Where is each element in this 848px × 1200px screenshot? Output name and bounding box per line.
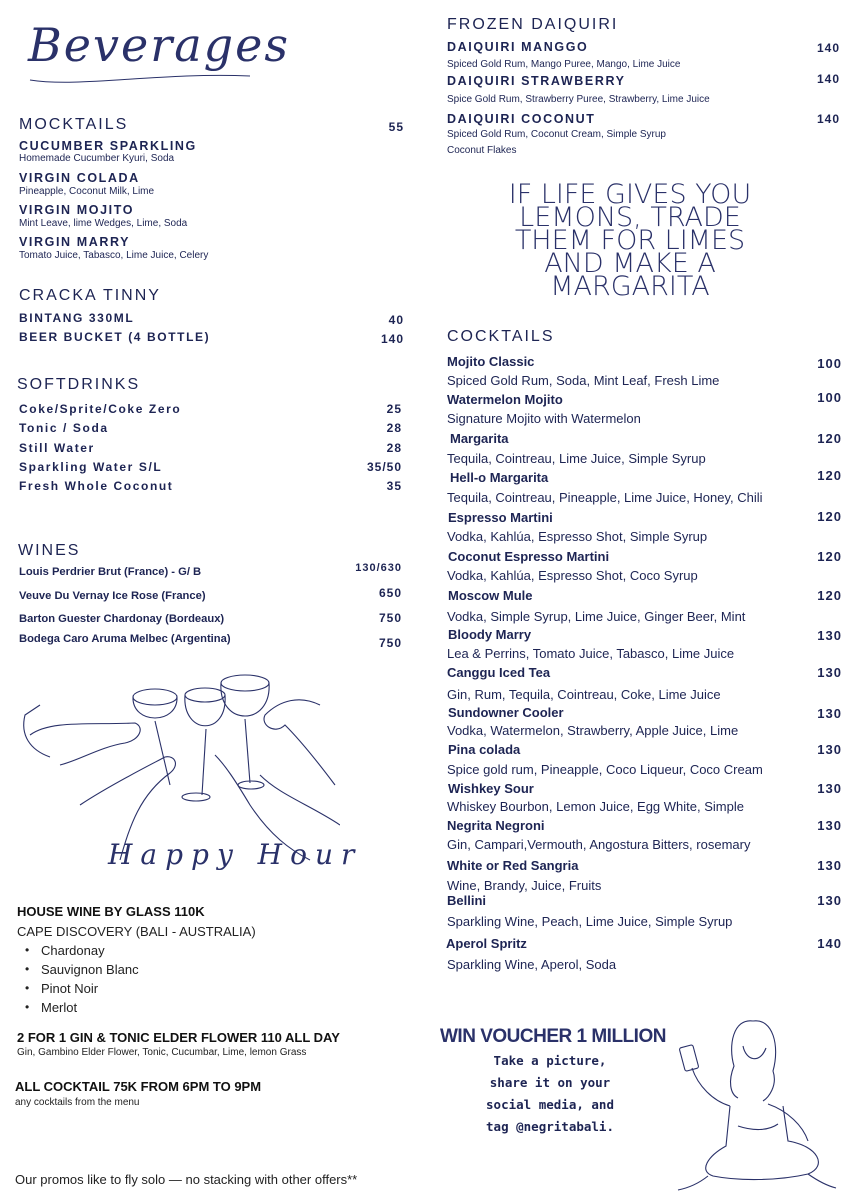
cocktail-name: White or Red Sangria <box>447 858 579 873</box>
mocktails-price: 55 <box>388 120 404 134</box>
cocktail-price: 130 <box>817 706 842 721</box>
cocktail-name: Margarita <box>450 431 509 446</box>
cocktail-desc: Lea & Perrins, Tomato Juice, Tabasco, Lime Juice <box>447 646 735 661</box>
wine-price: 750 <box>378 611 402 625</box>
beer-price: 40 <box>388 313 404 327</box>
mocktail-desc: Pineapple, Coconut Milk, Lime <box>19 186 155 197</box>
mocktail-name: VIRGIN MOJITO <box>19 203 135 217</box>
cocktail-name: Wishkey Sour <box>448 781 534 796</box>
wine-price: 750 <box>378 636 402 650</box>
cocktail-price: 130 <box>817 781 842 796</box>
wine-name: Barton Guester Chardonay (Bordeaux) <box>19 613 225 625</box>
cocktail-price: 100 <box>817 390 842 405</box>
cocktail-name: Watermelon Mojito <box>447 392 563 407</box>
daiquiri-desc-2: Coconut Flakes <box>447 145 517 156</box>
softdrink-name: Still Water <box>19 441 95 455</box>
cocktail-desc: Whiskey Bourbon, Lemon Juice, Egg White, Simple <box>447 799 744 814</box>
house-wine-title: HOUSE WINE BY GLASS 110K <box>17 904 205 919</box>
quote-line: MARGARITA <box>550 271 710 302</box>
voucher-line: share it on your <box>489 1075 611 1090</box>
cocktail-desc: Vodka, Watermelon, Strawberry, Apple Juice, Lime <box>447 723 739 738</box>
voucher-line: social media, and <box>486 1097 614 1112</box>
mocktail-name: CUCUMBER SPARKLING <box>19 139 197 153</box>
softdrink-price: 25 <box>386 402 402 416</box>
cocktail-desc: Gin, Rum, Tequila, Cointreau, Coke, Lime Juice <box>447 687 721 702</box>
daiquiri-name: DAIQUIRI MANGGO <box>447 40 589 54</box>
softdrink-price: 35/50 <box>366 460 402 474</box>
wine-name: Louis Perdrier Brut (France) - G/ B <box>19 566 202 578</box>
daiquiri-desc: Spiced Gold Rum, Coconut Cream, Simple Syrup <box>447 129 666 140</box>
cocktail-price: 120 <box>817 468 842 483</box>
margarita-quote <box>495 179 765 302</box>
cocktail-desc: Gin, Campari,Vermouth, Angostura Bitters, rosemary <box>447 837 751 852</box>
mocktail-desc: Tomato Juice, Tabasco, Lime Juice, Celery <box>19 250 209 261</box>
cocktail-desc: Spice gold rum, Pineapple, Coco Liqueur, Coco Cream <box>447 762 763 777</box>
cocktail-desc: Tequila, Cointreau, Lime Juice, Simple Syrup <box>447 451 706 466</box>
cocktail-name: Hell-o Margarita <box>450 470 549 485</box>
cocktail-name: Canggu Iced Tea <box>447 665 551 680</box>
frozen-heading: FROZEN DAIQUIRI <box>447 16 619 33</box>
cocktail-name: Pina colada <box>448 742 521 757</box>
cocktail-price: 130 <box>817 858 842 873</box>
cocktail-desc: Sparkling Wine, Peach, Lime Juice, Simple Syrup <box>447 914 733 929</box>
cracka-heading: CRACKA TINNY <box>19 287 161 304</box>
mocktail-desc: Mint Leave, lime Wedges, Lime, Soda <box>19 218 188 229</box>
grape-item: • Sauvignon Blanc <box>19 962 139 981</box>
softdrink-name: Tonic / Soda <box>19 421 109 435</box>
cocktail-name: Sundowner Cooler <box>448 705 564 720</box>
softdrink-name: Coke/Sprite/Coke Zero <box>19 402 182 416</box>
cocktail-price: 130 <box>817 665 842 680</box>
softdrink-name: Sparkling Water S/L <box>19 460 163 474</box>
selfie-girl-illustration <box>668 1006 838 1196</box>
beer-name: BEER BUCKET (4 BOTTLE) <box>19 330 211 344</box>
cocktail-price: 120 <box>817 509 842 524</box>
cocktail-desc: Wine, Brandy, Juice, Fruits <box>447 878 602 893</box>
cocktail-desc: Vodka, Kahlúa, Espresso Shot, Simple Syrup <box>447 529 708 544</box>
promo-footer: Our promos like to fly solo — no stacking with other offers** <box>15 1172 358 1187</box>
cocktails-heading: COCKTAILS <box>447 328 555 345</box>
mocktail-name: VIRGIN COLADA <box>19 171 140 185</box>
mocktails-heading: MOCKTAILS <box>19 116 129 133</box>
cocktail-name: Bellini <box>447 893 487 908</box>
cocktail-price: 130 <box>817 628 842 643</box>
cocktail-promo-desc: any cocktails from the menu <box>15 1097 140 1108</box>
mocktail-name: VIRGIN MARRY <box>19 235 131 249</box>
quote-line: AND MAKE A <box>544 248 716 279</box>
cocktail-price: 120 <box>817 588 842 603</box>
cape-discovery: CAPE DISCOVERY (BALI - AUSTRALIA) <box>17 924 256 939</box>
cocktail-price: 140 <box>817 936 842 951</box>
cocktail-desc: Spiced Gold Rum, Soda, Mint Leaf, Fresh Lime <box>447 373 720 388</box>
cocktail-name: Aperol Spritz <box>446 936 527 951</box>
quote-line: THEM FOR LIMES <box>514 225 746 256</box>
daiquiri-name: DAIQUIRI STRAWBERRY <box>447 74 626 88</box>
toast-illustration <box>20 665 340 865</box>
cocktail-price: 120 <box>817 431 842 446</box>
cocktail-name: Coconut Espresso Martini <box>448 549 610 564</box>
grape-item: • Pinot Noir <box>19 981 139 1000</box>
voucher-title: WIN VOUCHER 1 MILLION <box>440 1026 666 1047</box>
cocktail-price: 120 <box>817 549 842 564</box>
grape-list <box>19 943 139 1019</box>
cocktail-name: Mojito Classic <box>447 354 535 369</box>
softdrink-price: 28 <box>386 421 402 435</box>
quote-line: LEMONS, TRADE <box>519 202 741 233</box>
voucher-text <box>455 1050 645 1138</box>
title-flourish <box>20 62 260 92</box>
page-title: Beverages <box>28 18 290 72</box>
wine-price: 650 <box>378 586 402 600</box>
quote-line: IF LIFE GIVES YOU <box>508 179 752 210</box>
cocktail-price: 130 <box>817 742 842 757</box>
cocktail-price: 100 <box>817 356 842 371</box>
wine-price: 130/630 <box>355 562 402 574</box>
wine-name: Veuve Du Vernay Ice Rose (France) <box>19 590 206 602</box>
softdrink-price: 35 <box>386 479 402 493</box>
daiquiri-name: DAIQUIRI COCONUT <box>447 112 596 126</box>
daiquiri-desc: Spiced Gold Rum, Mango Puree, Mango, Lime Juice <box>447 59 681 70</box>
cocktail-desc: Signature Mojito with Watermelon <box>447 411 641 426</box>
cocktail-desc: Vodka, Kahlúa, Espresso Shot, Coco Syrup <box>447 568 698 583</box>
cocktail-desc: Sparkling Wine, Aperol, Soda <box>447 957 617 972</box>
daiquiri-price: 140 <box>816 41 840 55</box>
cocktail-name: Bloody Marry <box>448 627 532 642</box>
beer-name: BINTANG 330ML <box>19 311 135 325</box>
happy-hour-script: Happy Hour <box>108 838 363 871</box>
grape-item: • Chardonay <box>19 943 139 962</box>
gin-promo-title: 2 FOR 1 GIN & TONIC ELDER FLOWER 110 ALL DAY <box>17 1030 340 1045</box>
daiquiri-price: 140 <box>816 72 840 86</box>
wine-name: Bodega Caro Aruma Melbec (Argentina) <box>19 633 231 645</box>
voucher-line: tag @negritabali. <box>486 1119 614 1134</box>
cocktail-desc: Vodka, Simple Syrup, Lime Juice, Ginger Beer, Mint <box>447 609 746 624</box>
cocktail-desc: Tequila, Cointreau, Pineapple, Lime Juice, Honey, Chili <box>447 490 763 505</box>
daiquiri-desc: Spice Gold Rum, Strawberry Puree, Strawberry, Lime Juice <box>447 94 710 105</box>
cocktail-name: Moscow Mule <box>448 588 533 603</box>
softdrink-price: 28 <box>386 441 402 455</box>
beer-price: 140 <box>380 332 404 346</box>
cocktail-promo-title: ALL COCKTAIL 75K FROM 6PM TO 9PM <box>15 1079 262 1094</box>
grape-item: • Merlot <box>19 1000 139 1019</box>
cocktail-name: Negrita Negroni <box>447 818 545 833</box>
softdrink-name: Fresh Whole Coconut <box>19 479 174 493</box>
mocktail-desc: Homemade Cucumber Kyuri, Soda <box>19 153 175 164</box>
cocktail-name: Espresso Martini <box>448 510 553 525</box>
daiquiri-price: 140 <box>816 112 840 126</box>
wines-heading: WINES <box>18 542 81 559</box>
cocktail-price: 130 <box>817 893 842 908</box>
softdrinks-heading: SOFTDRINKS <box>17 376 141 393</box>
cocktail-price: 130 <box>817 818 842 833</box>
voucher-line: Take a picture, <box>493 1053 607 1068</box>
gin-promo-desc: Gin, Gambino Elder Flower, Tonic, Cucumbar, Lime, lemon Grass <box>17 1047 307 1058</box>
